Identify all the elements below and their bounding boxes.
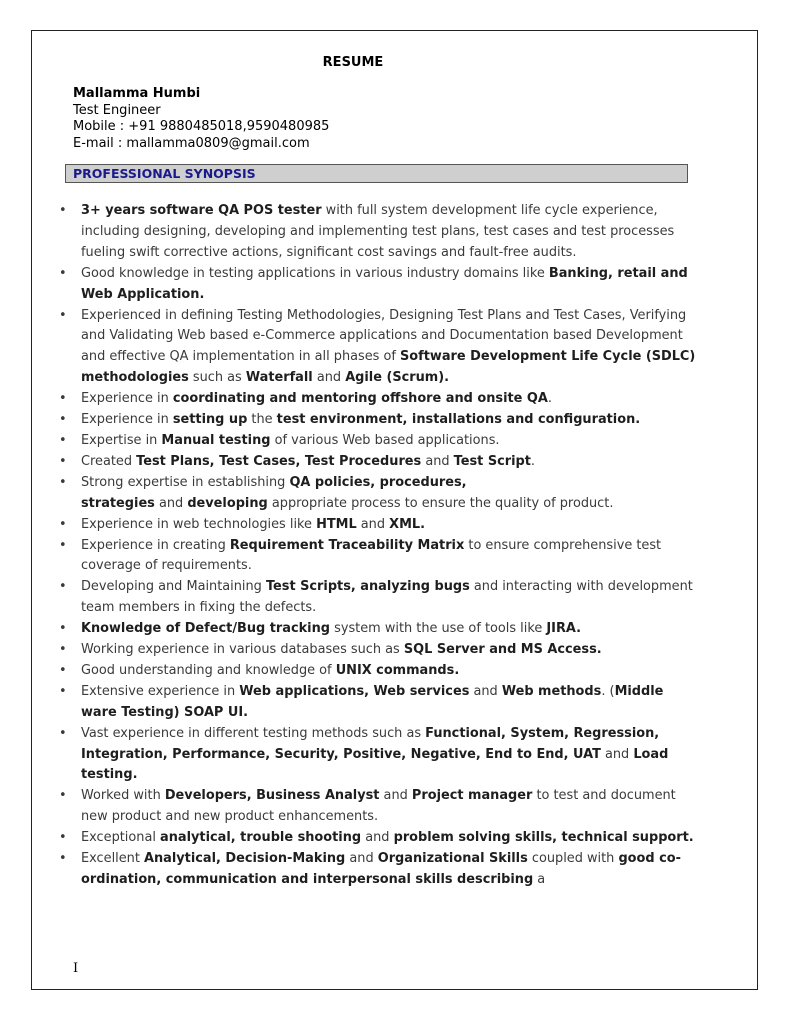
bold-text: problem solving skills, technical support. [393,830,694,846]
body-text: and [345,851,378,867]
bold-text: Organizational Skills [377,851,528,867]
body-text: Working experience in various databases such as [81,642,404,658]
synopsis-item [56,410,696,431]
mobile-line: Mobile : +91 9880485018,9590480985 [73,119,330,134]
body-text: Worked with [81,788,165,804]
email-line: E-mail : mallamma0809@gmail.com [73,135,310,151]
synopsis-item [56,661,696,682]
body-text: Experienced in defining Testing Methodologies, Designing Test Plans and Test Cases, Verifying and Validating Web based e-Commerce applications and Documentation based Development and effective QA implementation in all phases of [81,307,687,365]
bold-text: QA policies, procedures, [289,474,467,490]
body-text: and [469,683,502,699]
synopsis-item [56,515,696,536]
body-text: to test and document new product and new product enhancements. [81,788,676,825]
bold-text: test environment, installations and configuration. [276,412,641,428]
body-text: Experience in [81,391,173,407]
body-text: Created [81,453,137,469]
bold-text: Requirement Traceability Matrix [229,537,465,553]
body-text: of various Web based applications. [270,432,500,448]
bold-text: Web applications, Web services [239,683,470,699]
contact-header [73,86,329,152]
bold-text: Test Plans, Test Cases, Test Procedures [136,453,422,469]
body-text: Experience in web technologies like [81,516,317,532]
synopsis-list [56,201,696,891]
bold-text: Analytical, Decision-Making [143,851,346,867]
bold-text: UNIX commands. [335,662,460,678]
synopsis-item [56,682,696,724]
bold-text: good co-ordination, communication and interpersonal skills describing [81,851,681,887]
bold-text: Test Script [453,453,531,469]
body-text: and [421,453,454,469]
bold-text: developing [187,495,268,511]
synopsis-item [56,619,696,640]
candidate-role: Test Engineer [73,102,161,118]
body-text: . [547,391,552,407]
bold-text: XML. [389,516,426,532]
body-text: . [530,453,536,469]
body-text: Good understanding and knowledge of [81,662,336,678]
page-number: I [73,961,79,976]
synopsis-item [56,201,696,264]
synopsis-item [56,828,696,849]
document-title: RESUME [322,55,384,70]
body-text: Strong expertise in establishing [81,474,290,490]
bold-text: Software Development Life Cycle (SDLC) methodologies [81,349,696,386]
synopsis-item [56,724,696,787]
body-text: Exceptional [81,830,161,846]
body-text: and [356,516,390,532]
synopsis-item [56,306,696,390]
body-text: Excellent [81,851,144,867]
bold-text: Web methods [501,683,602,699]
bold-text: Project manager [411,788,533,804]
body-text: Vast experience in different testing methods such as [81,725,426,741]
synopsis-item [56,577,696,619]
body-text: Good knowledge in testing applications in various industry domains like [81,265,549,281]
bold-text: coordinating and mentoring offshore and onsite QA [172,391,548,407]
body-text: Experience in [81,412,173,428]
bold-text: analytical, trouble shooting [160,830,362,846]
synopsis-item [56,431,696,452]
candidate-name: Mallamma Humbi [73,86,201,101]
body-text: and [600,746,634,762]
bold-text: Knowledge of Defect/Bug tracking [81,621,331,637]
bold-text: Test Scripts, analyzing bugs [265,579,470,595]
body-text: with full system development life cycle experience, including designing, developing and implementing test plans, test cases and test processes fueling swift corrective actions, significant cost savings and fault-free audits. [81,203,675,260]
bold-text: HTML [316,516,357,532]
body-text: and [361,830,394,846]
body-text: the [247,412,277,428]
synopsis-item [56,473,696,515]
body-text: such as [188,370,246,386]
body-text: Expertise in [81,432,162,448]
bold-text: Manual testing [161,432,271,448]
bold-text: Developers, Business Analyst [164,788,380,804]
bold-text: setting up [172,412,248,428]
body-text: a [533,872,546,887]
body-text: Experience in creating [81,537,230,553]
section-heading: PROFESSIONAL SYNOPSIS [73,166,256,181]
synopsis-item [56,849,696,891]
bold-text: Load testing. [81,746,669,783]
synopsis-item [56,452,696,473]
bold-text: Agile (Scrum). [345,370,450,386]
bold-text: Functional, System, Regression, Integration, Performance, Security, Positive, Negative, End to End, UAT [81,725,660,762]
body-text: coupled with [527,851,619,867]
bold-text: JIRA. [546,621,582,637]
bold-text: strategies [81,495,155,511]
section-heading-bar [65,164,688,183]
synopsis-item [56,536,696,578]
body-text: and [379,788,412,804]
bold-text: Middle ware Testing) SOAP UI. [81,683,664,720]
bold-text: Waterfall [245,370,313,386]
body-text: Extensive experience in [81,683,240,699]
bold-text: 3+ years software QA POS tester [81,203,322,218]
body-text: Developing and Maintaining [81,579,266,595]
bold-text: Banking, retail and Web Application. [81,265,688,302]
body-text: . ( [601,683,615,699]
synopsis-item [56,389,696,410]
synopsis-item [56,264,696,306]
body-text: and [312,370,346,386]
body-text: to ensure comprehensive test coverage of requirements. [81,537,662,574]
bold-text: SQL Server and MS Access. [403,642,602,658]
body-text: and [154,495,188,511]
body-text: system with the use of tools like [330,621,547,637]
synopsis-item [56,786,696,828]
body-text: and interacting with development team members in fixing the defects. [81,579,693,616]
synopsis-item [56,640,696,661]
body-text: appropriate process to ensure the quality of product. [267,495,614,511]
